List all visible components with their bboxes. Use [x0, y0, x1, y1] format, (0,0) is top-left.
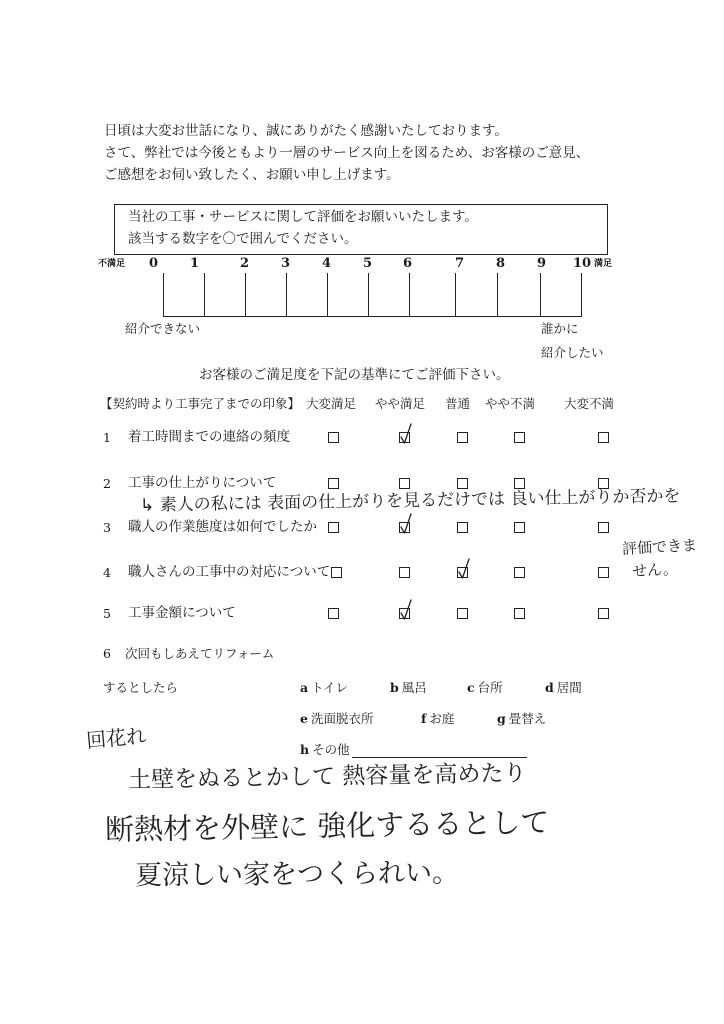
- option-letter: b: [390, 680, 399, 695]
- scale-number-10[interactable]: 10: [573, 256, 592, 271]
- question-label: 職人さんの工事中の対応について: [128, 564, 331, 580]
- checkbox-somewhat-satisfied[interactable]: [399, 522, 410, 533]
- scale-number-1[interactable]: 1: [190, 256, 200, 271]
- column-somewhat-dissatisfied: やや不満: [485, 396, 536, 411]
- scale-tick: [286, 273, 287, 316]
- scale-tick: [368, 273, 369, 316]
- satisfaction-instruction: お客様のご満足度を下記の基準にてご評価下さい。: [199, 367, 510, 383]
- intro-line-2: さて、弊社では今後ともより一層のサービス向上を図るため、お客様のご意見、: [104, 145, 590, 161]
- evaluation-request-line-1: 当社の工事・サービスに関して評価をお願いいたします。: [128, 209, 478, 225]
- checkmark-icon: [398, 598, 414, 622]
- option-label: 居間: [556, 680, 582, 695]
- column-somewhat-satisfied: やや満足: [375, 396, 426, 411]
- scale-number-5[interactable]: 5: [363, 256, 373, 271]
- intro-line-3: ご感想をお伺い致したく、お願い申し上げます。: [104, 167, 400, 183]
- handwritten-note-continuation-2: せん。: [631, 559, 679, 581]
- checkbox-very-satisfied[interactable]: [328, 432, 339, 443]
- column-neutral: 普通: [445, 396, 471, 411]
- checkmark-icon: [456, 557, 472, 581]
- checkbox-neutral[interactable]: [457, 432, 468, 443]
- option-toilet[interactable]: [300, 680, 348, 695]
- option-tatami[interactable]: [497, 711, 546, 726]
- option-letter: c: [467, 680, 475, 695]
- question-number: 2: [103, 476, 111, 491]
- rating-options-row: [0, 522, 724, 534]
- question-number: 6: [103, 646, 111, 661]
- option-bath[interactable]: [390, 680, 427, 695]
- question-label: 工事の仕上がりについて: [128, 475, 277, 491]
- scale-right-caption-1: 誰かに: [541, 321, 579, 336]
- option-label: その他: [312, 742, 350, 757]
- next-reform-question-line-1: 次回もしあえてリフォーム: [125, 646, 275, 661]
- checkbox-very-dissatisfied[interactable]: [598, 567, 609, 578]
- scale-number-3[interactable]: 3: [281, 256, 291, 271]
- rating-options-row: [0, 608, 724, 620]
- checkbox-somewhat-dissatisfied[interactable]: [514, 567, 525, 578]
- scale-tick: [204, 273, 205, 316]
- option-label: 台所: [477, 680, 503, 695]
- question-label: 着工時間までの連絡の頻度: [128, 429, 290, 445]
- option-living-room[interactable]: [545, 680, 582, 695]
- option-garden[interactable]: [421, 711, 454, 726]
- satisfaction-header: 【契約時より工事完了までの印象】: [100, 396, 301, 411]
- handwritten-note-row-2: ↳ 素人の私には 表面の仕上がりを見るだけでは 良い仕上がりか否かを: [139, 486, 681, 516]
- scale-number-0[interactable]: 0: [149, 256, 159, 271]
- checkmark-icon: [398, 512, 414, 536]
- checkbox-very-satisfied[interactable]: [328, 608, 339, 619]
- option-washroom[interactable]: [300, 711, 373, 726]
- option-label: トイレ: [311, 680, 348, 695]
- option-letter: d: [545, 680, 554, 695]
- handwritten-answer-line-2: 断熱材を外壁に 強化するるとして: [104, 805, 550, 847]
- question-label: 工事金額について: [128, 605, 236, 621]
- scale-number-4[interactable]: 4: [322, 256, 332, 271]
- scale-left-label: 不満足: [98, 259, 126, 269]
- evaluation-request-line-2: 該当する数字を〇で囲んでください。: [128, 231, 358, 247]
- checkbox-somewhat-satisfied[interactable]: [399, 567, 410, 578]
- scale-number-9[interactable]: 9: [537, 256, 547, 271]
- checkbox-somewhat-satisfied[interactable]: [399, 608, 410, 619]
- checkbox-very-dissatisfied[interactable]: [598, 432, 609, 443]
- checkbox-neutral[interactable]: [457, 522, 468, 533]
- option-letter: h: [300, 742, 310, 757]
- checkbox-very-satisfied[interactable]: [331, 567, 342, 578]
- scale-tick: [455, 273, 456, 316]
- option-letter: a: [300, 680, 309, 695]
- option-other[interactable]: [300, 742, 350, 757]
- column-very-dissatisfied: 大変不満: [564, 396, 615, 411]
- scale-number-7[interactable]: 7: [455, 256, 465, 271]
- rating-options-row: [0, 432, 724, 444]
- scale-tick: [409, 273, 410, 316]
- scale-tick: [245, 273, 246, 316]
- option-label: 風呂: [401, 680, 427, 695]
- checkbox-very-dissatisfied[interactable]: [598, 522, 609, 533]
- handwritten-answer-line-3: 夏涼しい家をつくられい。: [134, 857, 460, 892]
- scale-number-8[interactable]: 8: [496, 256, 506, 271]
- scale-tick: [163, 273, 164, 316]
- option-letter: f: [421, 711, 427, 726]
- scale-right-caption-2: 紹介したい: [541, 345, 604, 360]
- checkbox-somewhat-dissatisfied[interactable]: [514, 522, 525, 533]
- scale-baseline: [163, 316, 582, 317]
- checkbox-neutral[interactable]: [457, 608, 468, 619]
- handwritten-note-continuation-1: 評価できま: [621, 536, 698, 558]
- scale-tick: [540, 273, 541, 316]
- checkbox-neutral[interactable]: [457, 567, 468, 578]
- rating-options-row: [0, 567, 724, 579]
- checkbox-somewhat-dissatisfied[interactable]: [514, 432, 525, 443]
- option-letter: e: [300, 711, 308, 726]
- checkmark-icon: [398, 422, 414, 446]
- scale-tick: [581, 273, 582, 316]
- checkbox-somewhat-satisfied[interactable]: [399, 432, 410, 443]
- question-number: 4: [103, 565, 111, 580]
- option-label: 畳替え: [508, 711, 547, 726]
- next-reform-question-line-2: するとしたら: [103, 680, 179, 695]
- handwritten-other-label: 回花れ: [85, 723, 148, 753]
- option-label: 洗面脱衣所: [310, 711, 374, 726]
- scale-number-2[interactable]: 2: [240, 256, 250, 271]
- scale-right-label: 満足: [594, 259, 613, 269]
- scale-tick: [327, 273, 328, 316]
- scale-number-6[interactable]: 6: [403, 256, 413, 271]
- scale-left-caption: 紹介できない: [125, 321, 201, 336]
- option-letter: g: [497, 711, 506, 726]
- question-label: 職人の作業態度は如何でしたか: [128, 519, 317, 535]
- option-kitchen[interactable]: [467, 680, 503, 695]
- checkbox-somewhat-dissatisfied[interactable]: [514, 608, 525, 619]
- intro-line-1: 日頃は大変お世話になり、誠にありがたく感謝いたしております。: [104, 123, 508, 139]
- question-number: 3: [103, 520, 111, 535]
- question-number: 5: [103, 606, 111, 621]
- handwritten-answer-line-1: 土壁をぬるとかして 熱容量を高めたり: [127, 760, 527, 794]
- option-label: お庭: [429, 711, 455, 726]
- question-number: 1: [103, 430, 111, 445]
- checkbox-very-satisfied[interactable]: [328, 522, 339, 533]
- scale-tick: [497, 273, 498, 316]
- column-very-satisfied: 大変満足: [306, 396, 357, 411]
- checkbox-very-dissatisfied[interactable]: [598, 608, 609, 619]
